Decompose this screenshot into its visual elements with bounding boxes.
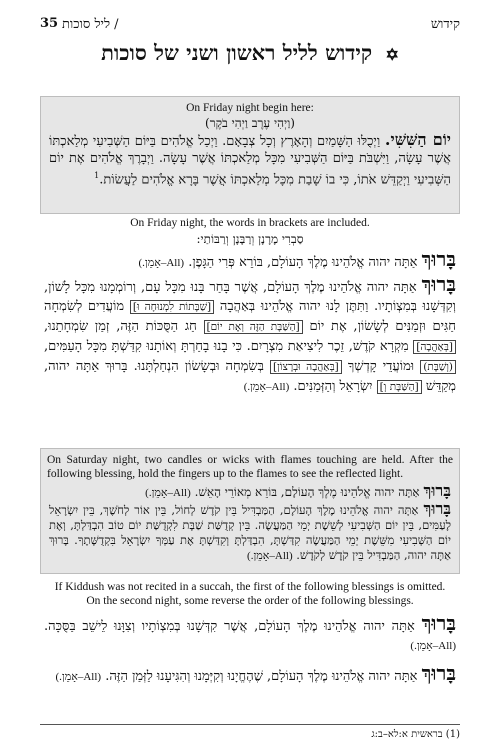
vayechulu-text (41, 131, 459, 188)
kiddush-text-4: מִקְרָא קֹדֶשׁ, זֵכֶר לִיצִיאַת מִצְרָיִם. כִּי בָנוּ בָחַרְתָּ וְאוֹתָנוּ קִדַּשְׁתָּ מִכָּל הָעַמִּים, (44, 339, 409, 354)
blessing-succah-response: (All–אָמֵן.) (410, 640, 456, 652)
kiddush-text-7: יִשְׂרָאֵל וְהַזְּמַנִּים. (293, 379, 373, 394)
vayechulu-body: וַיְכֻלּוּ הַשָּׁמַיִם וְהָאָרֶץ וְכָל צְבָאָם. וַיְכַל אֱלֹהִים בַּיּוֹם הַשְּׁבִיעִי מְלַאכְתּוֹ אֲשֶׁר עָשָׂה, וַיִּשְׁבֹּת בַּיּוֹם הַשְּׁבִיעִי מִכָּל מְלַאכְתּוֹ אֲשֶׁר עָשָׂה. וַיְבָרֶךְ אֱלֹהִים אֶת יוֹם הַשְּׁבִיעִי וַיְקַדֵּשׁ אֹתוֹ, כִּי בוֹ שָׁבַת מִכָּל מְלַאכְתּוֹ אֲשֶׁר בָּרָא אֱלֹהִים לַעֲשׂוֹת. (49, 134, 451, 188)
blessing-succah (44, 611, 456, 656)
kiddush-bracket-6: [הַשַּׁבָּת וְ] (377, 380, 422, 394)
kiddush-response: (All–אָמֵן.) (243, 381, 290, 393)
vayechulu-lead: יוֹם הַשִּׁשִּׁי. (384, 130, 451, 149)
succah-note-2: On the second night, some reverse the order of the following blessings. (86, 595, 414, 607)
blessing-fire-text: אַתָּה יהוה אֱלֹהֵינוּ מֶלֶךְ הָעוֹלָם, בּוֹרֵא מְאוֹרֵי הָאֵשׁ. (194, 485, 420, 499)
kiddush-text-6: בְּשִׂמְחָה וּבְשָׂשׂוֹן הִנְחַלְתָּנוּ. בָּרוּךְ אַתָּה יהוה, מְקַדֵּשׁ (44, 359, 456, 394)
page-header (40, 16, 460, 34)
kiddush-bracket-4: (וְשַׁבָּת) (420, 360, 456, 374)
havdalah-instruction: On Saturday night, two candles or wicks with flames touching are held. After the following blessing, hold the fingers up to the flames to see the reflected light. (47, 454, 453, 480)
blessing-kiddush-lead: בָּרוּךְ (421, 272, 457, 296)
havdalah-box (40, 448, 460, 574)
friday-night-box (40, 96, 460, 214)
blessing-fire (41, 481, 459, 501)
page-right-label: קידוש (430, 17, 460, 32)
kiddush-text-5: וּמוֹעֲדֵי קָדְשְׁךָ (347, 359, 415, 374)
blessing-wine-lead: בָּרוּךְ (421, 247, 456, 271)
kiddush-text-2: מוֹעֲדִים לְשִׂמְחָה חַגִּים וּזְמַנִּים לְשָׂשׂוֹן, אֶת יוֹם (44, 299, 456, 334)
kiddush-text-3: חַג הַסֻּכּוֹת הַזֶּה, זְמַן שִׂמְחָתֵנוּ, (44, 319, 197, 334)
friday-intro: (וַיְהִי עֶרֶב וַיְהִי בֹקֶר) (205, 116, 295, 130)
blessing-fire-lead: בָּרוּךְ (423, 481, 451, 500)
blessing-havdalah-lead: בָּרוּךְ (423, 499, 452, 518)
kiddush-bracket-1: [שַׁבָּתוֹת לִמְנוּחָה וּ] (130, 300, 214, 314)
blessing-havdalah-response: (All–אָמֵן.) (247, 550, 293, 562)
page-section-name: / ליל סוכות (62, 17, 119, 32)
star-of-david-icon: ✡ (385, 45, 399, 64)
succah-note-1: If Kiddush was not recited in a succah, the first of the following blessings is omitted. (54, 581, 446, 593)
brackets-note: On Friday night, the words in brackets are included. (130, 217, 370, 229)
blessing-wine (44, 247, 456, 272)
kiddush-bracket-5: [בְּאַהֲבָה וּבְרָצוֹן] (270, 360, 342, 374)
savri-line: סַבְרִי מָרָנָן וְרַבָּנָן וְרַבּוֹתַי: (196, 232, 304, 246)
blessing-shehecheyanu-response: (All–אָמֵן.) (55, 671, 102, 683)
page-title (40, 40, 460, 70)
blessing-kiddush (44, 272, 457, 397)
footnote: (1) בראשית א:לא–ב:ג (371, 729, 460, 740)
footnote-divider (40, 724, 460, 725)
blessing-wine-text: אַתָּה יהוה אֱלֹהֵינוּ מֶלֶךְ הָעוֹלָם, בּוֹרֵא פְּרִי הַגָּפֶן. (188, 255, 418, 270)
blessing-havdalah (41, 501, 459, 564)
blessing-succah-text: אַתָּה יהוה אֱלֹהֵינוּ מֶלֶךְ הָעוֹלָם, אֲשֶׁר קִדְּשָׁנוּ בְּמִצְוֹתָיו וְצִוָּנוּ לֵישֵׁב בַּסֻּכָּה. (44, 619, 415, 634)
blessing-succah-lead: בָּרוּךְ (421, 611, 456, 635)
page-number: 35 (40, 16, 59, 31)
blessing-shehecheyanu-lead: בָּרוּךְ (421, 661, 456, 685)
blessing-shehecheyanu-text: אַתָּה יהוה אֱלֹהֵינוּ מֶלֶךְ הָעוֹלָם, שֶׁהֶחֱיָנוּ וְקִיְּמָנוּ וְהִגִּיעָנוּ לַזְּמַן הַזֶּה. (105, 669, 418, 684)
kiddush-bracket-3: [בְּאַהֲבָה] (413, 340, 456, 354)
kiddush-text-1: אַתָּה יהוה אֱלֹהֵינוּ מֶלֶךְ הָעוֹלָם, אֲשֶׁר בָּחַר בָּנוּ מִכָּל עָם, וְרוֹמְמָנוּ מִכָּל לָשׁוֹן, וְקִדְּשָׁנוּ בְּמִצְוֹתָיו. וַתִּתֶּן לָנוּ יהוה אֱלֹהֵינוּ בְּאַהֲבָה (44, 280, 456, 314)
title-text: קידוש לליל ראשון ושני של סוכות (101, 40, 373, 65)
kiddush-bracket-2: [הַשַּׁבָּת הַזֶּה וְאֶת יוֹם] (204, 320, 303, 334)
footnote-mark: 1 (94, 171, 100, 180)
blessing-havdalah-text: אַתָּה יהוה אֱלֹהֵינוּ מֶלֶךְ הָעוֹלָם, הַמַּבְדִּיל בֵּין קֹדֶשׁ לְחוֹל, בֵּין אוֹר לְחֹשֶׁךְ, בֵּין יִשְׂרָאֵל לָעַמִּים, בֵּין יוֹם הַשְּׁבִיעִי לְשֵׁשֶׁת יְמֵי הַמַּעֲשֶׂה. בֵּין קְדֻשַּׁת שַׁבָּת לִקְדֻשַּׁת יוֹם טוֹב הִבְדַּלְתָּ, וְאֶת יוֹם הַשְּׁבִיעִי מִשֵּׁשֶׁת יְמֵי הַמַּעֲשֶׂה קִדַּשְׁתָּ, הִבְדַּלְתָּ וְקִדַּשְׁתָּ אֶת עַמְּךָ יִשְׂרָאֵל בִּקְדֻשָּׁתֶךָ. בָּרוּךְ אַתָּה יהוה, הַמַּבְדִּיל בֵּין קֹדֶשׁ לְקֹדֶשׁ. (49, 503, 451, 562)
blessing-shehecheyanu (44, 661, 456, 687)
friday-instruction: On Friday night begin here: (186, 102, 314, 114)
blessing-fire-response: (All–אָמֵן.) (145, 487, 191, 499)
blessing-wine-response: (All–אָמֵן.) (138, 257, 185, 269)
